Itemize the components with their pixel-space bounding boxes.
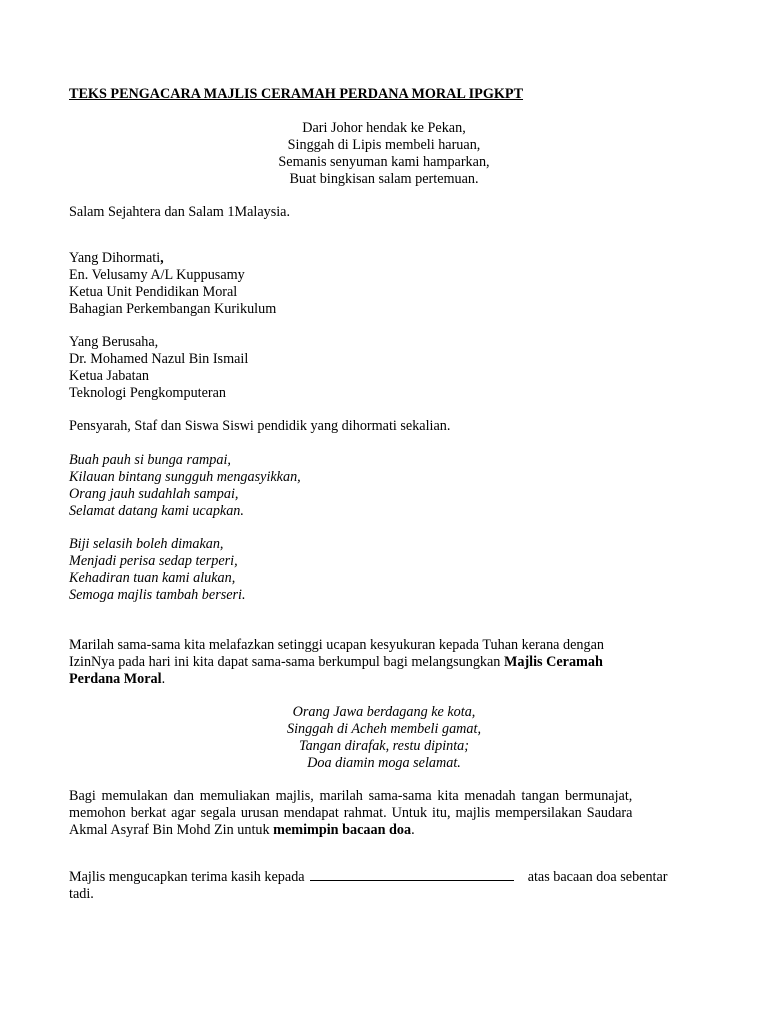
pantun-line: Singgah di Lipis membeli haruan, [287, 137, 481, 153]
guest-name: En. Velusamy A/L Kuppusamy [69, 267, 245, 283]
honoured-guest-2 [69, 334, 699, 402]
paragraph-line [69, 671, 699, 688]
pantun-line: Selamat datang kami ucapkan. [69, 503, 244, 519]
paragraph-line: Marilah sama-sama kita melafazkan setinggi ucapan kesyukuran kepada Tuhan kerana dengan [69, 637, 604, 653]
greeting [69, 204, 699, 221]
prayer-invitation [69, 788, 699, 839]
guest-position: Ketua Jabatan [69, 368, 149, 384]
gratitude-paragraph [69, 637, 699, 688]
document-title: TEKS PENGACARA MAJLIS CERAMAH PERDANA MORAL IPGKPT [69, 86, 524, 102]
pantun-welcome-2 [69, 536, 699, 604]
name-blank-line [310, 879, 514, 881]
pantun-opening [0, 120, 768, 188]
paragraph-line: memohon berkat agar segala urusan mendapat rahmat. Untuk itu, majlis mempersilakan Saudara [69, 805, 633, 821]
pantun-welcome [69, 452, 699, 520]
pantun-line: Semoga majlis tambah berseri. [69, 587, 246, 603]
pantun-line: Biji selasih boleh dimakan, [69, 536, 224, 552]
paragraph-text: IzinNya pada hari ini kita dapat sama-sama berkumpul bagi melangsungkan [69, 654, 504, 670]
guest-name: Dr. Mohamed Nazul Bin Ismail [69, 351, 249, 367]
pantun-line: Kilauan bintang sungguh mengasyikkan, [69, 469, 301, 485]
guest-division: Bahagian Perkembangan Kurikulum [69, 301, 277, 317]
paragraph-line: tadi. [69, 886, 94, 902]
audience-greeting-text: Pensyarah, Staf dan Siswa Siswi pendidik yang dihormati sekalian. [69, 418, 451, 434]
salutation: Yang Dihormati [69, 250, 161, 266]
pantun-line: Orang Jawa berdagang ke kota, [292, 704, 476, 720]
event-name-bold: Perdana Moral [69, 671, 162, 687]
paragraph-line [69, 654, 699, 671]
pantun-line: Menjadi perisa sedap terperi, [69, 553, 238, 569]
paragraph-line: Bagi memulakan dan memuliakan majlis, marilah sama-sama kita menadah tangan bermunajat, [69, 788, 633, 804]
greeting-text: Salam Sejahtera dan Salam 1Malaysia. [69, 204, 291, 220]
pantun-line: Semanis senyuman kami hamparkan, [278, 154, 490, 170]
thanks-text: atas bacaan doa sebentar [527, 869, 668, 885]
pantun-line: Buat bingkisan salam pertemuan. [289, 171, 479, 187]
pantun-line: Doa diamin moga selamat. [307, 755, 461, 771]
paragraph-text: . [161, 671, 166, 687]
paragraph-line [69, 869, 699, 886]
prayer-bold: memimpin bacaan doa [273, 822, 412, 838]
event-name-bold: Majlis Ceramah [503, 654, 603, 670]
paragraph-line [69, 822, 699, 839]
salutation: Yang Berusaha, [69, 334, 159, 350]
pantun-line: Orang jauh sudahlah sampai, [69, 486, 239, 502]
honoured-guest-1 [69, 250, 699, 318]
pantun-line: Buah pauh si bunga rampai, [69, 452, 231, 468]
guest-position: Ketua Unit Pendidikan Moral [69, 284, 238, 300]
thanks-text: Majlis mengucapkan terima kasih kepada [69, 869, 305, 885]
paragraph-text: Akmal Asyraf Bin Mohd Zin untuk [69, 822, 274, 838]
audience-greeting [69, 418, 699, 435]
guest-division: Teknologi Pengkomputeran [69, 385, 227, 401]
pantun-line: Kehadiran tuan kami alukan, [69, 570, 236, 586]
salutation-line [69, 250, 699, 267]
paragraph-text: . [411, 822, 415, 838]
thanks-paragraph [69, 869, 699, 903]
pantun-line: Singgah di Acheh membeli gamat, [287, 721, 481, 737]
salutation-comma: , [160, 250, 164, 266]
pantun-line: Tangan dirafak, restu dipinta; [299, 738, 469, 754]
pantun-line: Dari Johor hendak ke Pekan, [302, 120, 466, 136]
pantun-prayer [0, 704, 768, 772]
